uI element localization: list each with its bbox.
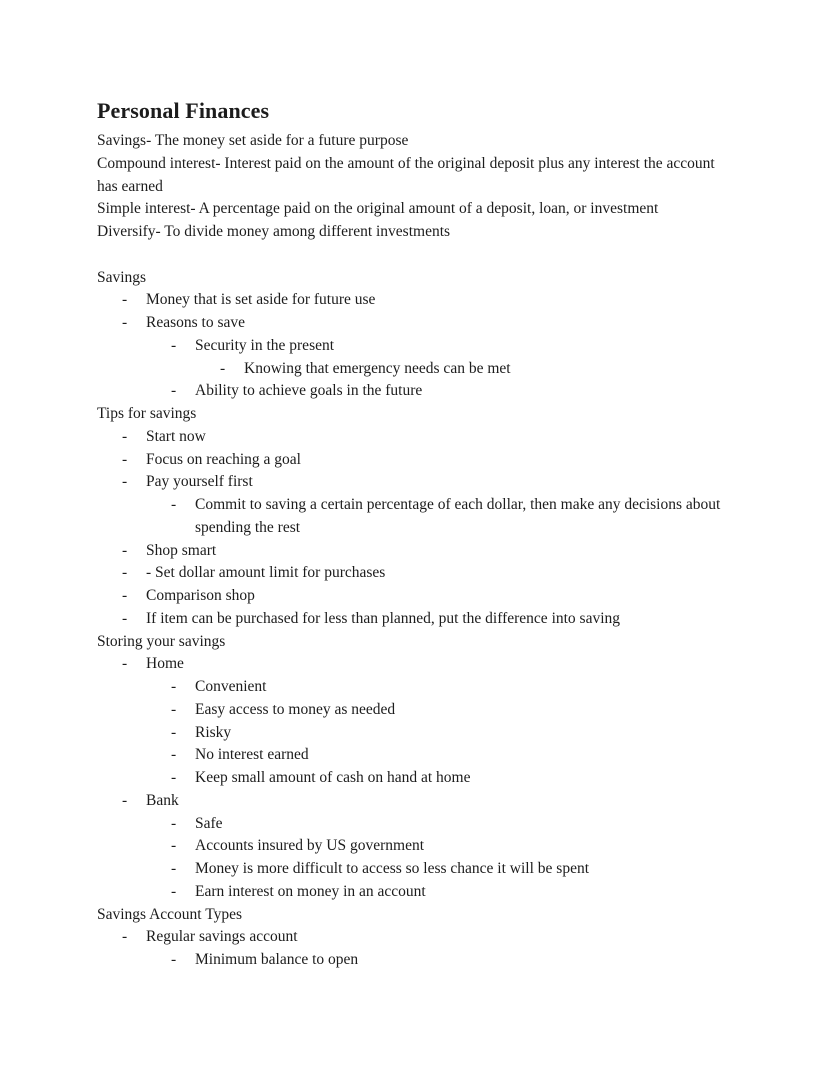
outline-item <box>171 949 728 972</box>
dash-bullet: - <box>171 814 177 832</box>
outline-item-text: Easy access to money as needed <box>195 700 396 718</box>
dash-bullet: - <box>171 951 177 968</box>
definition-paragraph: Diversify- To divide money among different investments <box>97 223 451 240</box>
outline-item-text: Savings Account Types <box>97 905 243 923</box>
dash-bullet: - <box>171 860 177 877</box>
outline-heading <box>97 267 728 290</box>
outline-item <box>171 676 728 699</box>
outline-item <box>122 312 728 335</box>
outline-item-text: Accounts insured by US government <box>195 837 425 855</box>
outline-item <box>171 744 728 767</box>
dash-bullet: - <box>171 496 177 513</box>
outline-heading <box>97 904 728 927</box>
dash-bullet: - <box>122 587 128 604</box>
outline-item-text: - Set dollar amount limit for purchases <box>146 564 386 582</box>
dash-bullet: - <box>122 609 128 627</box>
outline-item-text: Commit to saving a certain percentage of each dollar, then make any decisions about spending the rest <box>195 496 721 536</box>
outline-item <box>171 813 728 836</box>
outline-item-text: No interest earned <box>195 746 309 764</box>
definition-paragraph: Savings- The money set aside for a future purpose <box>97 132 409 149</box>
outline-item <box>122 926 728 949</box>
definition-paragraph: Simple interest- A percentage paid on the original amount of a deposit, loan, or investment <box>97 200 659 218</box>
outline-item-text: Shop smart <box>146 541 217 559</box>
outline-item <box>122 653 728 676</box>
dash-bullet: - <box>122 928 128 946</box>
outline-item-text: Money is more difficult to access so less chance it will be spent <box>195 860 590 877</box>
outline-item <box>220 358 728 381</box>
dash-bullet: - <box>171 837 177 855</box>
dash-bullet: - <box>171 769 177 786</box>
document-title: Personal Finances <box>97 98 270 123</box>
dash-bullet: - <box>122 655 128 673</box>
outline-item <box>171 767 728 790</box>
dash-bullet: - <box>171 382 177 400</box>
outline-item-text: Risky <box>195 723 232 741</box>
outline-item <box>122 449 728 472</box>
dash-bullet: - <box>122 473 128 491</box>
outline-item-text: Money that is set aside for future use <box>146 291 376 309</box>
outline-item <box>171 835 728 858</box>
outline-item-text: Storing your savings <box>97 632 226 650</box>
outline-item <box>171 881 728 904</box>
outline-item <box>171 335 728 358</box>
dash-bullet: - <box>122 564 128 582</box>
outline-item-text: Safe <box>195 814 223 832</box>
outline-item-text: Comparison shop <box>146 587 255 604</box>
dash-bullet: - <box>171 746 177 764</box>
dash-bullet: - <box>220 359 226 377</box>
dash-bullet: - <box>171 678 177 695</box>
outline-item-text: Focus on reaching a goal <box>146 450 301 468</box>
outline-section <box>97 267 728 972</box>
definition-paragraph: Compound interest- Interest paid on the amount of the original deposit plus any interest the account has earned <box>97 154 715 195</box>
outline-item-text: Savings <box>97 268 147 286</box>
outline-item-text: Convenient <box>195 678 267 695</box>
outline-item <box>122 426 728 449</box>
outline-item-text: If item can be purchased for less than planned, put the difference into saving <box>146 609 621 627</box>
outline-item <box>122 471 728 494</box>
outline-item-text: Earn interest on money in an account <box>195 882 426 900</box>
dash-bullet: - <box>171 723 177 741</box>
outline-item <box>122 790 728 813</box>
outline-item-text: Security in the present <box>195 336 335 354</box>
outline-item <box>171 858 728 881</box>
definitions-section <box>97 130 728 244</box>
outline-item-text: Start now <box>146 427 206 445</box>
dash-bullet: - <box>171 336 177 354</box>
outline-item <box>171 494 728 540</box>
outline-heading <box>97 403 728 426</box>
outline-item <box>122 289 728 312</box>
dash-bullet: - <box>122 450 128 468</box>
dash-bullet: - <box>122 541 128 559</box>
dash-bullet: - <box>122 791 128 809</box>
outline-item-text: Bank <box>146 791 179 809</box>
outline-item-text: Home <box>146 655 184 673</box>
outline-item <box>171 380 728 403</box>
dash-bullet: - <box>171 700 177 718</box>
outline-item <box>122 585 728 608</box>
outline-heading <box>97 631 728 654</box>
dash-bullet: - <box>171 882 177 900</box>
dash-bullet: - <box>122 314 128 331</box>
outline-item-text: Keep small amount of cash on hand at home <box>195 769 471 786</box>
dash-bullet: - <box>122 291 128 309</box>
outline-item-text: Pay yourself first <box>146 473 253 491</box>
outline-item <box>122 562 728 585</box>
dash-bullet: - <box>122 427 128 445</box>
outline-item-text: Reasons to save <box>146 314 246 331</box>
outline-item <box>171 699 728 722</box>
outline-item-text: Regular savings account <box>146 928 298 946</box>
outline-item-text: Tips for savings <box>97 405 197 422</box>
outline-item <box>122 608 728 631</box>
outline-item-text: Minimum balance to open <box>195 951 359 968</box>
outline-item-text: Knowing that emergency needs can be met <box>244 359 511 377</box>
outline-item <box>171 722 728 745</box>
outline-item-text: Ability to achieve goals in the future <box>195 382 423 400</box>
outline-item <box>122 540 728 563</box>
